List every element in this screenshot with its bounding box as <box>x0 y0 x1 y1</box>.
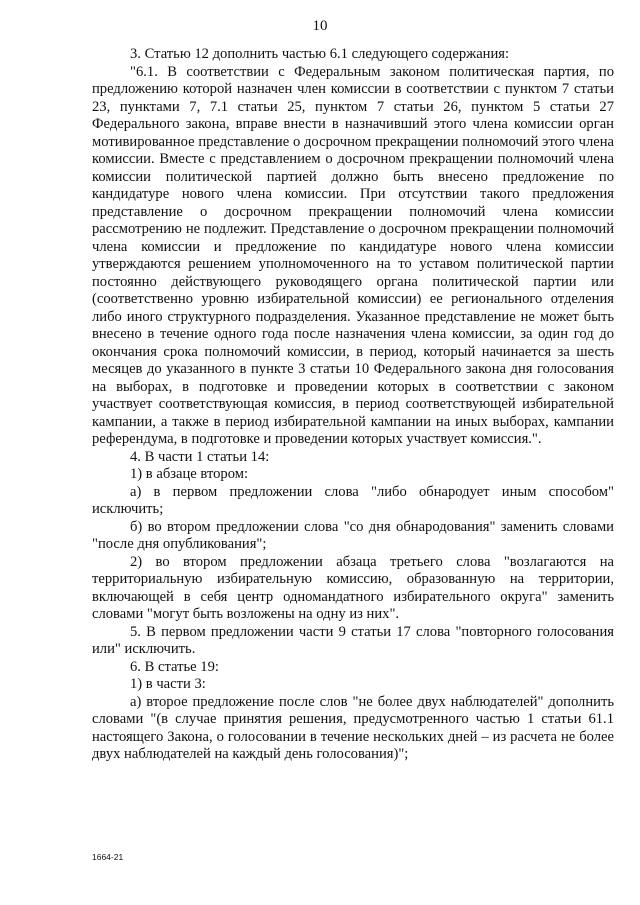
paragraph-item-2: 2) во втором предложении абзаца третьего слова "возлагаются на территориальную избирательную комиссию, образованную на территории, включающей в себя центр одномандатного избирательного округа" заменить словами "могут быть возложены на одну из них". <box>92 553 614 622</box>
paragraph-amend-article-14: 4. В части 1 статьи 14: <box>130 448 270 465</box>
paragraph-item-1: 1) в абзаце втором: <box>130 466 249 482</box>
paragraph-amend-article-17: 5. В первом предложении части 9 статьи 17 слова "повторного голосования или" исключить. <box>92 623 614 657</box>
page-number: 10 <box>312 18 328 34</box>
paragraph-subitem-a: а) в первом предложении слова "либо обнародует иным способом" исключить; <box>92 483 614 517</box>
document-body <box>92 46 614 764</box>
paragraph-subitem-b: б) во втором предложении слова "со дня обнародования" заменить словами "после дня опубликования"; <box>92 518 614 552</box>
paragraph-amend-article-19: 6. В статье 19: <box>130 658 219 675</box>
paragraph-part-3: 1) в части 3: <box>130 676 206 692</box>
document-code: 1664-21 <box>92 852 124 862</box>
paragraph-part-6-1: "6.1. В соответствии с Федеральным законом политическая партия, по предложению которой назначен член комиссии в соответствии с пунктом 7 статьи 23, пунктами 7, 7.1 статьи 25, пунктом 7 статьи 26, пунктом 5 статьи 27 Федерального закона, вправе внести в назначивший этого члена комиссии орган мотивированное представление о досрочном прекращении полномочий этого члена комиссии. Вместе с представлением о досрочном прекращении полномочий члена комиссии политической партией должно быть внесено предложение по кандидатуре нового члена комиссии. При отсутствии такого предложения представление о досрочном прекращении полномочий члена комиссии рассмотрению не подлежит. Представление о досрочном прекращении полномочий члена комиссии и предложение по кандидатуре нового члена комиссии утверждаются решением уполномоченного на то уставом политической партии постоянно действующего руководящего органа политической партии или (соответственно уровню избирательной комиссии) ее регионального отделения либо иного структурного подразделения. Указанное представление не может быть внесено в течение одного года после назначения члена комиссии, за один год до окончания срока полномочий комиссии, в период, который начинается за шесть месяцев до указанного в пункте 3 статьи 10 Федерального закона дня голосования на выборах, в подготовке и проведении которых в соответствии с законом участвует соответствующая комиссия, в период соответствующей избирательной кампании, а также в период избирательной кампании на иных выборах, кампании референдума, в подготовке и проведении которых участвует комиссия.". <box>92 63 614 447</box>
paragraph-part-3-subitem-a: а) второе предложение после слов "не более двух наблюдателей" дополнить словами "(в случае принятия решения, предусмотренного частью 1 статьи 61.1 настоящего Закона, о голосовании в течение нескольких дней – из расчета не более двух наблюдателей на каждый день голосования)"; <box>92 693 614 762</box>
paragraph-amend-article-12: 3. Статью 12 дополнить частью 6.1 следующего содержания: <box>130 46 510 62</box>
